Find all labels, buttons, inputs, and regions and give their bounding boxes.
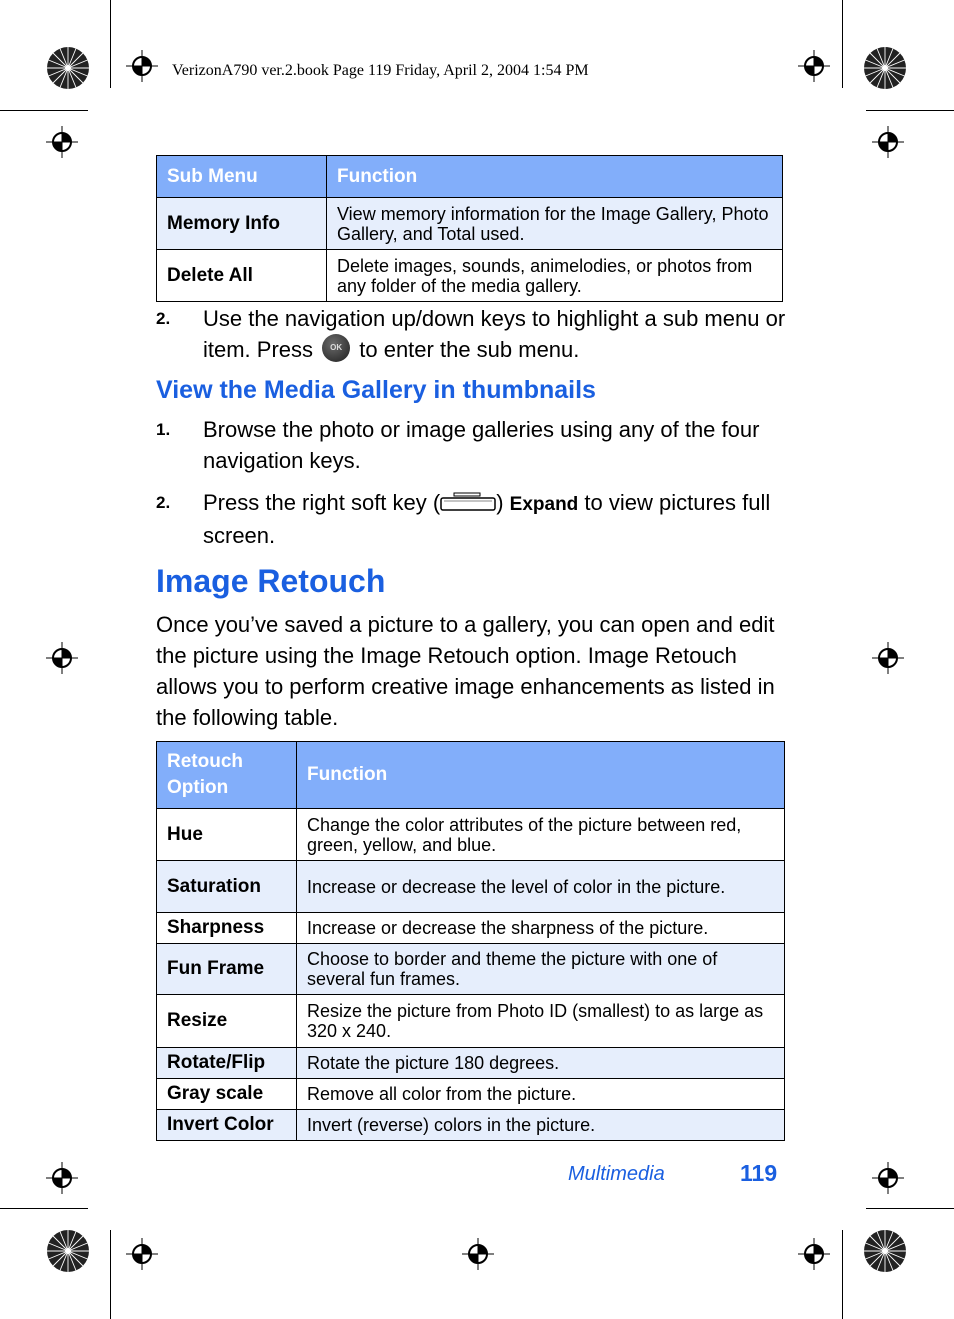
footer-section-name: Multimedia xyxy=(568,1163,665,1185)
option-cell: Rotate/Flip xyxy=(157,1048,297,1079)
function-cell: Rotate the picture 180 degrees. xyxy=(297,1048,785,1079)
option-cell: Memory Info xyxy=(157,198,327,250)
registration-mark-icon xyxy=(126,1238,158,1270)
registration-mark-icon xyxy=(872,126,904,158)
ok-key-icon: OK xyxy=(322,334,350,362)
table-row xyxy=(157,250,783,302)
retouch-table xyxy=(156,741,785,1141)
function-cell: Choose to border and theme the picture with one of several fun frames. xyxy=(297,944,785,995)
option-cell: Resize xyxy=(157,995,297,1048)
function-cell: Remove all color from the picture. xyxy=(297,1079,785,1110)
starburst-mark-icon xyxy=(863,1229,907,1273)
registration-mark-icon xyxy=(46,642,78,674)
table-row xyxy=(157,198,783,250)
table-row xyxy=(157,809,785,861)
registration-mark-icon xyxy=(872,1162,904,1194)
starburst-mark-icon xyxy=(46,1229,90,1273)
registration-mark-icon xyxy=(872,642,904,674)
option-cell: Saturation xyxy=(157,861,297,913)
starburst-mark-icon xyxy=(46,46,90,90)
step-text: ) xyxy=(496,490,510,515)
step-number: 2. xyxy=(156,309,171,328)
option-cell: Hue xyxy=(157,809,297,861)
option-cell: Fun Frame xyxy=(157,944,297,995)
right-soft-key-icon xyxy=(440,492,496,512)
retouch-header-option: Retouch Option xyxy=(157,742,297,809)
step-text: to view pictures full screen. xyxy=(203,490,771,548)
section-subheading: View the Media Gallery in thumbnails xyxy=(156,376,596,404)
submenu-header-function: Function xyxy=(327,156,783,198)
step-text: Use the navigation up/down keys to highlight a sub menu or item. Press xyxy=(203,306,786,362)
function-cell: Resize the picture from Photo ID (smallest) to as large as 320 x 240. xyxy=(297,995,785,1048)
option-cell: Gray scale xyxy=(157,1079,297,1110)
page-number: 119 xyxy=(740,1160,778,1186)
submenu-header-option: Sub Menu xyxy=(157,156,327,198)
registration-mark-icon xyxy=(46,126,78,158)
registration-mark-icon xyxy=(798,50,830,82)
table-row xyxy=(157,861,785,913)
option-cell: Sharpness xyxy=(157,913,297,944)
submenu-table xyxy=(156,155,783,302)
option-cell: Delete All xyxy=(157,250,327,302)
registration-mark-icon xyxy=(46,1162,78,1194)
table-row xyxy=(157,995,785,1048)
function-cell: Increase or decrease the sharpness of the picture. xyxy=(297,913,785,944)
step-number: 2. xyxy=(156,493,171,512)
section-heading: Image Retouch xyxy=(156,563,386,599)
retouch-header-function: Function xyxy=(297,742,785,809)
starburst-mark-icon xyxy=(863,46,907,90)
function-cell: Change the color attributes of the picture between red, green, yellow, and blue. xyxy=(297,809,785,861)
table-row xyxy=(157,1048,785,1079)
expand-key-label: Expand xyxy=(509,494,579,515)
function-cell: View memory information for the Image Gallery, Photo Gallery, and Total used. xyxy=(327,198,783,250)
table-row xyxy=(157,1079,785,1110)
step-text: to enter the sub menu. xyxy=(353,337,580,362)
function-cell: Increase or decrease the level of color in the picture. xyxy=(297,861,785,913)
function-cell: Delete images, sounds, animelodies, or photos from any folder of the media gallery. xyxy=(327,250,783,302)
function-cell: Invert (reverse) colors in the picture. xyxy=(297,1110,785,1141)
table-row xyxy=(157,913,785,944)
option-cell: Invert Color xyxy=(157,1110,297,1141)
registration-mark-icon xyxy=(126,50,158,82)
print-header: VerizonA790 ver.2.book Page 119 Friday, April 2, 2004 1:54 PM xyxy=(172,62,589,79)
table-row xyxy=(157,944,785,995)
registration-mark-icon xyxy=(462,1238,494,1270)
registration-mark-icon xyxy=(798,1238,830,1270)
step-text: Browse the photo or image galleries using any of the four navigation keys. xyxy=(203,417,760,473)
retouch-paragraph: Once you’ve saved a picture to a gallery, you can open and edit the picture using the Image Retouch option. Image Retouch allows you to perform creative image enhancements as listed in the following table. xyxy=(156,612,775,730)
step-number: 1. xyxy=(156,420,171,439)
step-text: Press the right soft key ( xyxy=(203,490,441,515)
table-row xyxy=(157,1110,785,1141)
